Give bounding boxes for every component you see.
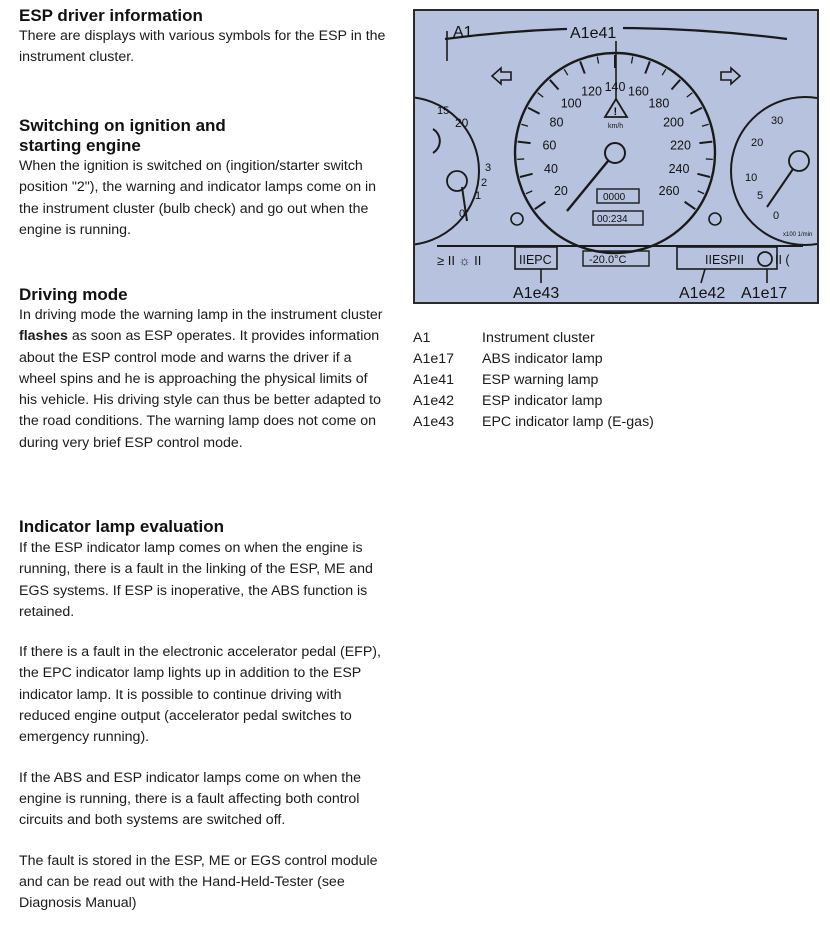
speed-tick bbox=[672, 80, 681, 90]
speed-tick-label: 240 bbox=[668, 162, 690, 177]
speed-tick bbox=[685, 202, 696, 209]
legend-description: ESP indicator lamp bbox=[482, 393, 603, 409]
rpm-needle-hub bbox=[789, 151, 809, 171]
paragraph-text: as soon as ESP operates. It provides information about the ESP control mode and warns the driver if a wheel spins and he is approaching the physical limits of his vehicle. His driving style can thus be better adapted to the road conditions. The warning lamp does not come on during very brief ESP control mode. bbox=[19, 328, 381, 451]
speedometer-tick-marks bbox=[517, 55, 713, 209]
legend-description: Instrument cluster bbox=[482, 330, 595, 346]
rpm-tick-20: 20 bbox=[751, 137, 764, 149]
speed-tick bbox=[528, 108, 540, 114]
speed-tick-label: 140 bbox=[604, 80, 626, 94]
legend-code: A1e42 bbox=[413, 393, 455, 409]
rpm-needle bbox=[767, 169, 793, 207]
section-esp-driver-info bbox=[19, 6, 389, 69]
speed-unit: km/h bbox=[608, 123, 624, 130]
section-paragraph: If the ABS and ESP indicator lamps come on when the engine is running, there is a fault affecting both control circuits and both systems are switched off. bbox=[19, 769, 362, 829]
esp-lamp-text: ESP bbox=[711, 253, 737, 267]
rpm-unit: x100 1/min bbox=[783, 232, 813, 238]
legend-list bbox=[413, 328, 813, 433]
speed-tick bbox=[702, 124, 709, 126]
section-paragraph: If the ESP indicator lamp comes on when the engine is running, there is a fault in the linking of the ESP, ME and EGS systems. If ESP is inoperative, the ABS function is retained. bbox=[19, 540, 373, 620]
odometer-value: 0000 bbox=[603, 192, 626, 203]
section-paragraph: The fault is stored in the ESP, ME or EGS control module and can be read out with the Hand-Held-Tester (see Diagnosis Manual) bbox=[19, 852, 378, 912]
fuel-tick-3: 3 bbox=[485, 162, 492, 174]
instrument-cluster-figure bbox=[413, 9, 819, 304]
speed-tick bbox=[518, 142, 531, 144]
section-paragraph: If there is a fault in the electronic accelerator pedal (EFP), the EPC indicator lamp lights up in addition to the ESP indicator lamp. It is possible to continue driving with reduced engine output (accelerator pedal switches to emergency running). bbox=[19, 644, 381, 746]
legend-row bbox=[413, 328, 813, 349]
bold-word-flashes: flashes bbox=[19, 328, 68, 345]
epc-lamp-text: EPC bbox=[525, 253, 552, 267]
fuel-tick-2: 2 bbox=[481, 177, 488, 189]
fuel-tick-0: 0 bbox=[459, 208, 466, 220]
legend-row bbox=[413, 391, 813, 412]
oil-gauge-arc bbox=[433, 129, 440, 153]
a1e42-leader bbox=[701, 269, 705, 283]
abs-lamp-icon bbox=[758, 252, 772, 266]
speed-tick bbox=[580, 61, 585, 73]
speed-tick bbox=[631, 57, 632, 64]
speed-tick bbox=[535, 202, 546, 209]
section-heading: Driving mode bbox=[19, 285, 128, 304]
section-heading: ESP driver information bbox=[19, 6, 203, 25]
speed-tick bbox=[520, 174, 533, 177]
speed-tick bbox=[645, 61, 650, 73]
legend-description: ESP warning lamp bbox=[482, 372, 599, 388]
left-lamp-symbols-icon: ≥ II ☼ II bbox=[437, 253, 482, 268]
speed-tick-label: 180 bbox=[648, 96, 670, 111]
warning-exclamation: ! bbox=[613, 106, 618, 118]
callout-a1: A1 bbox=[453, 24, 473, 41]
fuel-gauge-hub bbox=[447, 171, 467, 191]
section-heading: Indicator lamp evaluation bbox=[19, 517, 224, 536]
epc-lamp-label: IIEPC bbox=[519, 253, 552, 267]
speed-tick bbox=[538, 93, 544, 97]
callout-a1e17: A1e17 bbox=[741, 285, 788, 302]
rpm-tick-5: 5 bbox=[757, 190, 764, 202]
speed-tick bbox=[564, 69, 568, 75]
rpm-tick-30: 30 bbox=[771, 115, 784, 127]
rpm-tick-10: 10 bbox=[745, 172, 758, 184]
callout-a1e41: A1e41 bbox=[570, 25, 617, 42]
section-switching-on-ignition bbox=[19, 116, 389, 241]
speed-tick bbox=[698, 191, 704, 194]
speed-tick bbox=[521, 124, 528, 126]
temperature-value: -20.0°C bbox=[589, 254, 627, 266]
legend-code: A1e43 bbox=[413, 414, 455, 430]
esp-lamp-label: IIESPII bbox=[705, 253, 744, 267]
speed-tick-label: 80 bbox=[549, 115, 564, 130]
section-paragraph bbox=[19, 305, 389, 454]
speed-tick bbox=[690, 108, 702, 114]
legend-row bbox=[413, 412, 813, 433]
speed-tick-label: 100 bbox=[560, 96, 582, 111]
speed-tick bbox=[662, 69, 666, 75]
left-gauge-ring bbox=[415, 97, 482, 245]
speed-tick bbox=[697, 174, 710, 177]
speed-tick-label: 260 bbox=[658, 183, 680, 198]
instrument-cluster-drawing bbox=[415, 11, 817, 302]
legend-row bbox=[413, 349, 813, 370]
left-turn-arrow-icon bbox=[492, 68, 511, 84]
legend-description: ABS indicator lamp bbox=[482, 351, 603, 367]
trip-value: 00:234 bbox=[597, 214, 628, 225]
right-indicator-circle bbox=[709, 213, 721, 225]
paragraph-text: In driving mode the warning lamp in the instrument cluster bbox=[19, 307, 383, 323]
left-indicator-circle bbox=[511, 213, 523, 225]
legend-code: A1e17 bbox=[413, 351, 455, 367]
speed-tick bbox=[687, 93, 693, 97]
speed-tick bbox=[526, 191, 532, 194]
section-paragraph: There are displays with various symbols for the ESP in the instrument cluster. bbox=[19, 28, 386, 66]
right-turn-arrow-icon bbox=[721, 68, 740, 84]
speed-tick-label: 200 bbox=[663, 115, 684, 130]
section-driving-mode bbox=[19, 285, 389, 454]
speed-tick-label: 160 bbox=[628, 84, 649, 99]
fuel-tick-1: 1 bbox=[475, 190, 482, 202]
legend-row bbox=[413, 370, 813, 391]
speed-tick-label: 60 bbox=[542, 138, 557, 153]
legend-description: EPC indicator lamp (E-gas) bbox=[482, 414, 654, 430]
speed-tick bbox=[550, 80, 559, 90]
speed-tick bbox=[597, 57, 598, 64]
callout-a1e43: A1e43 bbox=[513, 285, 560, 302]
section-heading: Switching on ignition and starting engine bbox=[19, 116, 226, 155]
legend-code: A1 bbox=[413, 330, 431, 346]
left-gauge-tick-15: 15 bbox=[437, 105, 450, 117]
section-paragraph: When the ignition is switched on (ingition/starter switch position "2"), the warning and indicator lamps come on in the instrument cluster (bulb check) and go out when the engine is running. bbox=[19, 158, 377, 238]
speed-tick-label: 40 bbox=[544, 162, 558, 177]
speed-tick-label: 220 bbox=[670, 138, 691, 153]
speed-tick-label: 120 bbox=[581, 84, 602, 99]
speed-tick-label: 20 bbox=[553, 183, 568, 198]
left-gauge-tick-20: 20 bbox=[455, 116, 469, 130]
speedometer-needle-hub bbox=[605, 143, 625, 163]
callout-a1e42: A1e42 bbox=[679, 285, 726, 302]
section-indicator-lamp-evaluation bbox=[19, 517, 389, 914]
speed-tick bbox=[699, 142, 712, 144]
abs-lamp-bars: II ( bbox=[775, 253, 790, 267]
legend-code: A1e41 bbox=[413, 372, 455, 388]
rpm-tick-0: 0 bbox=[773, 210, 780, 222]
